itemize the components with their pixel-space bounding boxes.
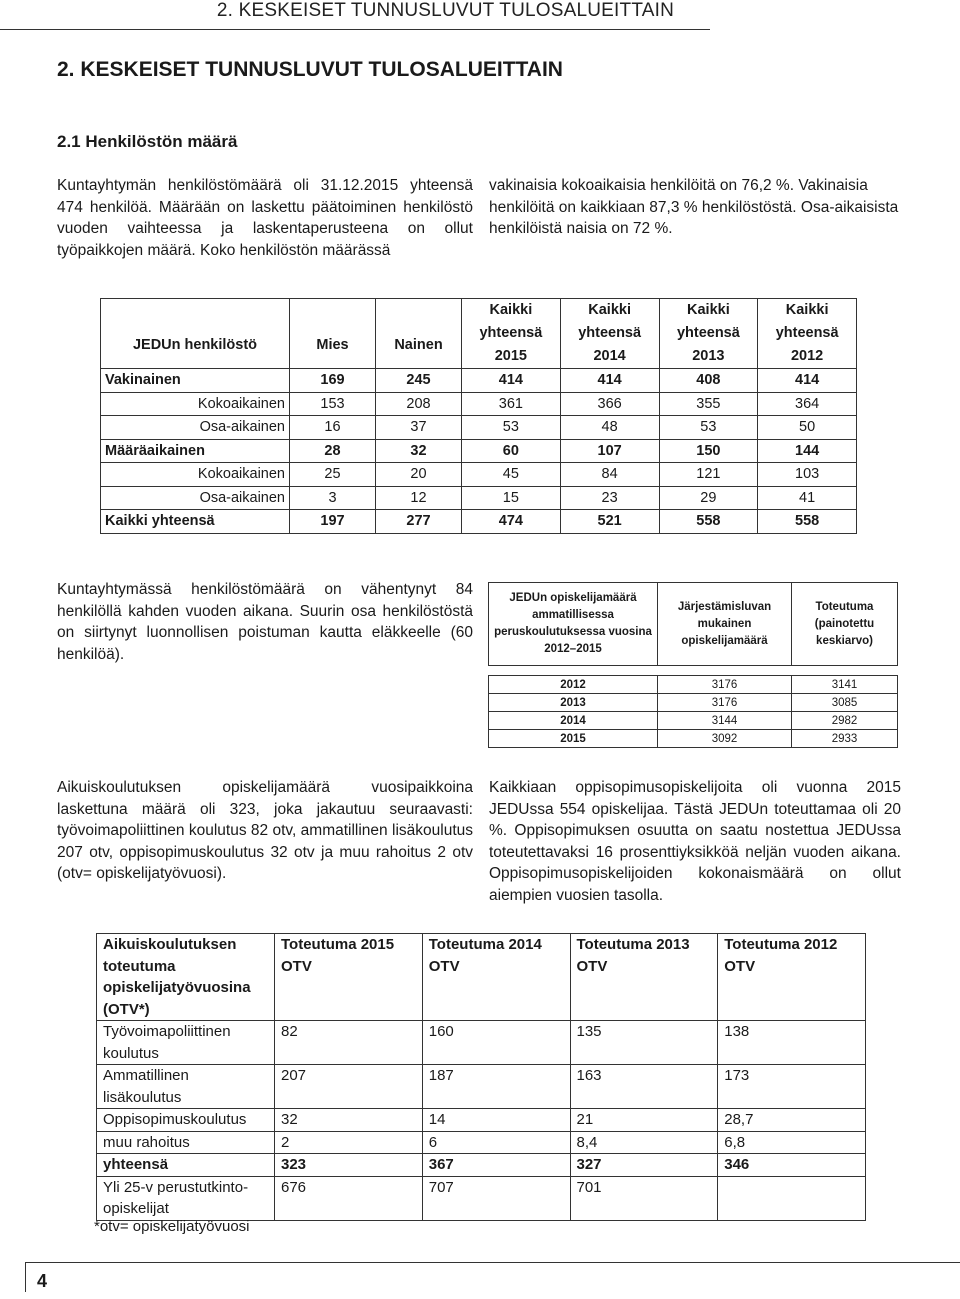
cell: 173 (718, 1065, 866, 1109)
apprenticeship-paragraph: Kaikkiaan oppisopimusopiskelijoita oli vuonna 2015 JEDUssa 554 opiskelijaa. Tästä JEDUn toteuttamaa oli 20 %. Oppisopimuksen osuutta on saatu nostettua JEDUssa toteutettavaksi 16 prosenttiyksikköä neljän vuoden aikana. Oppisopimusopiskelijoiden kokonaismäärä on ollut aiempien vuosien tasolla. (489, 779, 901, 904)
header-rule (0, 29, 710, 30)
cell: 323 (275, 1154, 423, 1177)
table-row (101, 510, 857, 534)
otv-table (96, 933, 866, 1221)
row-label: Ammatillinen lisäkoulutus (97, 1065, 275, 1109)
cell: 32 (275, 1109, 423, 1132)
cell: 6 (422, 1131, 570, 1154)
year-cell: 2013 (489, 694, 658, 712)
staff-header-cell: Kaikki yhteensä 2012 (758, 299, 857, 369)
cell: 135 (570, 1021, 718, 1065)
cell: 163 (570, 1065, 718, 1109)
cell: 121 (659, 463, 758, 487)
cell: 2 (275, 1131, 423, 1154)
cell: 21 (570, 1109, 718, 1132)
cell: 12 (376, 486, 462, 510)
row-label: Yli 25-v perustutkinto-opiskelijat (97, 1176, 275, 1220)
cell: 521 (560, 510, 659, 534)
row-label: Kaikki yhteensä (101, 510, 290, 534)
otv-header-cell: Toteutuma 2015 OTV (275, 934, 423, 1021)
cell: 107 (560, 439, 659, 463)
cell: 367 (422, 1154, 570, 1177)
cell: 20 (376, 463, 462, 487)
staff-table-header-row (101, 299, 857, 369)
students-header-row (489, 583, 898, 666)
cell: 28,7 (718, 1109, 866, 1132)
intro-right-paragraph: vakinaisia kokoaikaisia henkilöitä on 76,2 %. Vakinaisia henkilöitä on kaikkiaan 87,3 % henkilöstöstä. Osa-aikaisista henkilöistä naisia on 72 %. (489, 177, 899, 237)
cell: 84 (560, 463, 659, 487)
year-cell: 2015 (489, 730, 658, 748)
cell: 169 (290, 369, 376, 393)
row-label: Määräaikainen (101, 439, 290, 463)
cell: 414 (560, 369, 659, 393)
table-row (97, 1021, 866, 1065)
row-label: Työvoimapoliittinen koulutus (97, 1021, 275, 1065)
cell: 48 (560, 416, 659, 440)
staff-header-cell: Nainen (376, 299, 462, 369)
students-table (488, 582, 898, 748)
cell: 60 (462, 439, 561, 463)
cell: 3092 (658, 730, 792, 748)
students-header-cell: Järjestämisluvan mukainen opiskelijamäärä (658, 583, 792, 666)
cell: 144 (758, 439, 857, 463)
footnote: *otv= opiskelijatyövuosi (94, 1218, 250, 1235)
table-row (97, 1065, 866, 1109)
table-row (101, 486, 857, 510)
table-row (97, 1109, 866, 1132)
cell: 32 (376, 439, 462, 463)
cell: 41 (758, 486, 857, 510)
adult-education-paragraph: Aikuiskoulutuksen opiskelijamäärä vuosipaikkoina laskettuna määrä oli 323, joka jakautuu seuraavasti: työvoimapoliittinen koulutus 82 otv, ammatillinen lisäkoulutus 207 otv, oppisopimuskoulutus 32 otv ja muu rahoitus 2 otv (otv= opiskelijatyövuosi). (57, 779, 473, 882)
cell: 29 (659, 486, 758, 510)
cell: 3176 (658, 694, 792, 712)
cell: 153 (290, 392, 376, 416)
table-row (97, 1176, 866, 1220)
cell: 327 (570, 1154, 718, 1177)
cell: 197 (290, 510, 376, 534)
table-row (101, 439, 857, 463)
cell: 15 (462, 486, 561, 510)
cell: 28 (290, 439, 376, 463)
cell: 6,8 (718, 1131, 866, 1154)
cell: 277 (376, 510, 462, 534)
cell: 50 (758, 416, 857, 440)
intro-left-paragraph: Kuntayhtymän henkilöstömäärä oli 31.12.2015 yhteensä 474 henkilöä. Määrään on laskettu päätoiminen henkilöstö vuoden vaihteessa ja laskentaperusteena on ollut työpaikkojen määrä. Koko henkilöstön määrässä (57, 177, 473, 259)
staff-header-cell: Kaikki yhteensä 2013 (659, 299, 758, 369)
row-label: Osa-aikainen (101, 416, 290, 440)
cell: 23 (560, 486, 659, 510)
cell: 558 (659, 510, 758, 534)
cell: 14 (422, 1109, 570, 1132)
cell: 8,4 (570, 1131, 718, 1154)
page-number: 4 (25, 1262, 58, 1292)
table-row (101, 463, 857, 487)
cell: 707 (422, 1176, 570, 1220)
year-cell: 2014 (489, 712, 658, 730)
table-row (97, 1154, 866, 1177)
students-header-cell: JEDUn opiskelijamäärä ammatillisessa peruskoulutuksessa vuosina 2012–2015 (489, 583, 658, 666)
cell: 3176 (658, 676, 792, 694)
cell: 3085 (792, 694, 898, 712)
cell: 2933 (792, 730, 898, 748)
row-label: yhteensä (97, 1154, 275, 1177)
cell: 414 (462, 369, 561, 393)
cell: 3144 (658, 712, 792, 730)
table-row (489, 676, 898, 694)
table-row (101, 392, 857, 416)
cell: 474 (462, 510, 561, 534)
cell: 361 (462, 392, 561, 416)
cell: 408 (659, 369, 758, 393)
table-row (489, 694, 898, 712)
year-cell: 2012 (489, 676, 658, 694)
cell: 25 (290, 463, 376, 487)
cell: 187 (422, 1065, 570, 1109)
cell: 207 (275, 1065, 423, 1109)
row-label: Kokoaikainen (101, 392, 290, 416)
running-header: 2. KESKEISET TUNNUSLUVUT TULOSALUEITTAIN (216, 0, 674, 21)
cell: 3141 (792, 676, 898, 694)
cell: 160 (422, 1021, 570, 1065)
row-label: Osa-aikainen (101, 486, 290, 510)
cell: 2982 (792, 712, 898, 730)
cell: 150 (659, 439, 758, 463)
cell: 346 (718, 1154, 866, 1177)
staff-table (100, 298, 857, 534)
decrease-paragraph: Kuntayhtymässä henkilöstömäärä on vähentynyt 84 henkilöllä kahden vuoden aikana. Suurin osa henkilöstöstä on siirtynyt luonnollisen poistuman kautta eläkkeelle (60 henkilöä). (57, 581, 473, 663)
staff-header-cell: Mies (290, 299, 376, 369)
table-gap-row (489, 666, 898, 676)
subsection-title: 2.1 Henkilöstön määrä (57, 132, 238, 151)
section-title: 2. KESKEISET TUNNUSLUVUT TULOSALUEITTAIN (57, 58, 563, 81)
otv-header-cell: Toteutuma 2013 OTV (570, 934, 718, 1021)
cell: 103 (758, 463, 857, 487)
table-row (97, 1131, 866, 1154)
cell: 366 (560, 392, 659, 416)
cell: 364 (758, 392, 857, 416)
table-row (489, 712, 898, 730)
row-label: Kokoaikainen (101, 463, 290, 487)
cell: 676 (275, 1176, 423, 1220)
otv-header-cell: Toteutuma 2014 OTV (422, 934, 570, 1021)
row-label: Vakinainen (101, 369, 290, 393)
table-row (101, 416, 857, 440)
cell: 138 (718, 1021, 866, 1065)
otv-header-cell: Aikuiskoulutuksen toteutuma opiskelijatyövuosina (OTV*) (97, 934, 275, 1021)
staff-header-cell: Kaikki yhteensä 2014 (560, 299, 659, 369)
footer-rule (57, 1262, 960, 1263)
otv-header-cell: Toteutuma 2012 OTV (718, 934, 866, 1021)
cell (718, 1176, 866, 1220)
cell: 414 (758, 369, 857, 393)
cell: 53 (462, 416, 561, 440)
cell: 16 (290, 416, 376, 440)
cell: 701 (570, 1176, 718, 1220)
cell: 355 (659, 392, 758, 416)
row-label: Oppisopimuskoulutus (97, 1109, 275, 1132)
cell: 245 (376, 369, 462, 393)
row-label: muu rahoitus (97, 1131, 275, 1154)
students-header-cell: Toteutuma (painotettu keskiarvo) (792, 583, 898, 666)
cell: 558 (758, 510, 857, 534)
otv-header-row (97, 934, 866, 1021)
staff-header-cell: JEDUn henkilöstö (101, 299, 290, 369)
staff-header-cell: Kaikki yhteensä 2015 (462, 299, 561, 369)
cell: 208 (376, 392, 462, 416)
cell: 37 (376, 416, 462, 440)
cell: 53 (659, 416, 758, 440)
table-row (489, 730, 898, 748)
cell: 45 (462, 463, 561, 487)
cell: 3 (290, 486, 376, 510)
table-row (101, 369, 857, 393)
cell: 82 (275, 1021, 423, 1065)
